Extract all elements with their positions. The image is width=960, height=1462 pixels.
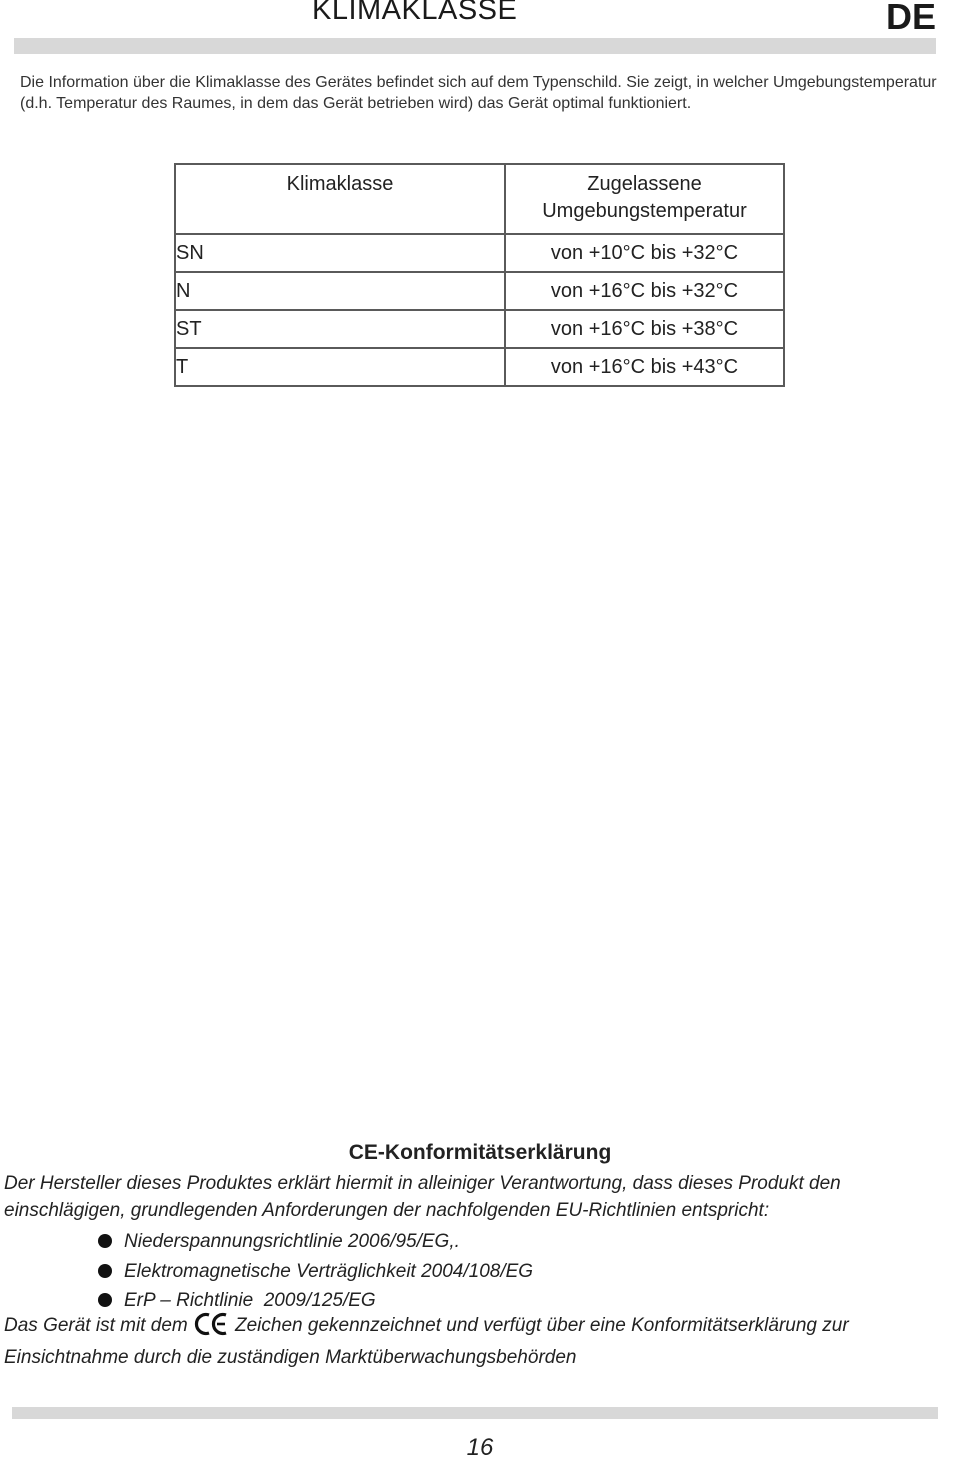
list-item: [98, 1227, 533, 1257]
table-row: [175, 310, 784, 348]
page-title: KLIMAKLASSE: [312, 0, 518, 26]
class-cell: T: [175, 348, 505, 386]
ce-section-title: CE-Konformitätserklärung: [348, 1141, 612, 1164]
directive-text: ErP – Richtlinie 2009/125/EG: [124, 1290, 376, 1311]
list-item: [98, 1257, 533, 1287]
ce-mark-text-before: Das Gerät ist mit dem: [4, 1315, 188, 1336]
bullet-icon: [98, 1293, 112, 1307]
directive-text: Niederspannungsrichtlinie 2006/95/EG,.: [124, 1231, 460, 1252]
header-klimaklasse: Klimaklasse: [175, 164, 505, 234]
climate-class-table: [174, 163, 785, 387]
table-row: [175, 234, 784, 272]
directive-text: Elektromagnetische Verträglichkeit 2004/108/EG: [124, 1260, 534, 1282]
ce-body-text: Der Hersteller dieses Produktes erklärt hiermit in alleiniger Verantwortung, dass dieses Produkt den einschlägigen, grundlegenden Anforderungen der nachfolgenden EU-Richtlinien entspricht:: [4, 1173, 841, 1221]
bullet-icon: [98, 1234, 112, 1248]
range-cell: von +16°C bis +32°C: [505, 272, 784, 310]
ce-mark-icon: [194, 1312, 228, 1344]
range-cell: von +10°C bis +32°C: [505, 234, 784, 272]
range-cell: von +16°C bis +38°C: [505, 310, 784, 348]
ce-mark-statement: [4, 1312, 959, 1371]
header-divider-bar: [14, 38, 936, 54]
header-temp-line1: Zugelassene: [587, 173, 702, 195]
header-umgebungstemperatur: [505, 164, 784, 234]
table-row: [175, 348, 784, 386]
table-row: [175, 272, 784, 310]
class-cell: N: [175, 272, 505, 310]
bullet-icon: [98, 1264, 112, 1278]
range-cell: von +16°C bis +43°C: [505, 348, 784, 386]
class-cell: ST: [175, 310, 505, 348]
intro-paragraph: Die Information über die Klimaklasse des Gerätes befindet sich auf dem Typenschild. Sie zeigt, in welcher Umgebungstemperatur (d.h. Temperatur des Raumes, in dem das Gerät betrieben wird) das Gerät optimal funktioniert.: [20, 74, 937, 112]
table-header-row: [175, 164, 784, 234]
header-temp-line2: Umgebungstemperatur: [542, 200, 747, 222]
footer-divider-bar: [12, 1407, 938, 1419]
class-cell: SN: [175, 234, 505, 272]
directive-list: [98, 1227, 533, 1316]
ce-mark-text-after: Zeichen gekennzeichnet und verfügt über eine Konformitätserklärung zur Einsichtnahme durch die zuständigen Marktüberwachungsbehörden: [4, 1315, 849, 1368]
page-number: 16: [466, 1434, 494, 1461]
language-code: DE: [885, 0, 936, 37]
